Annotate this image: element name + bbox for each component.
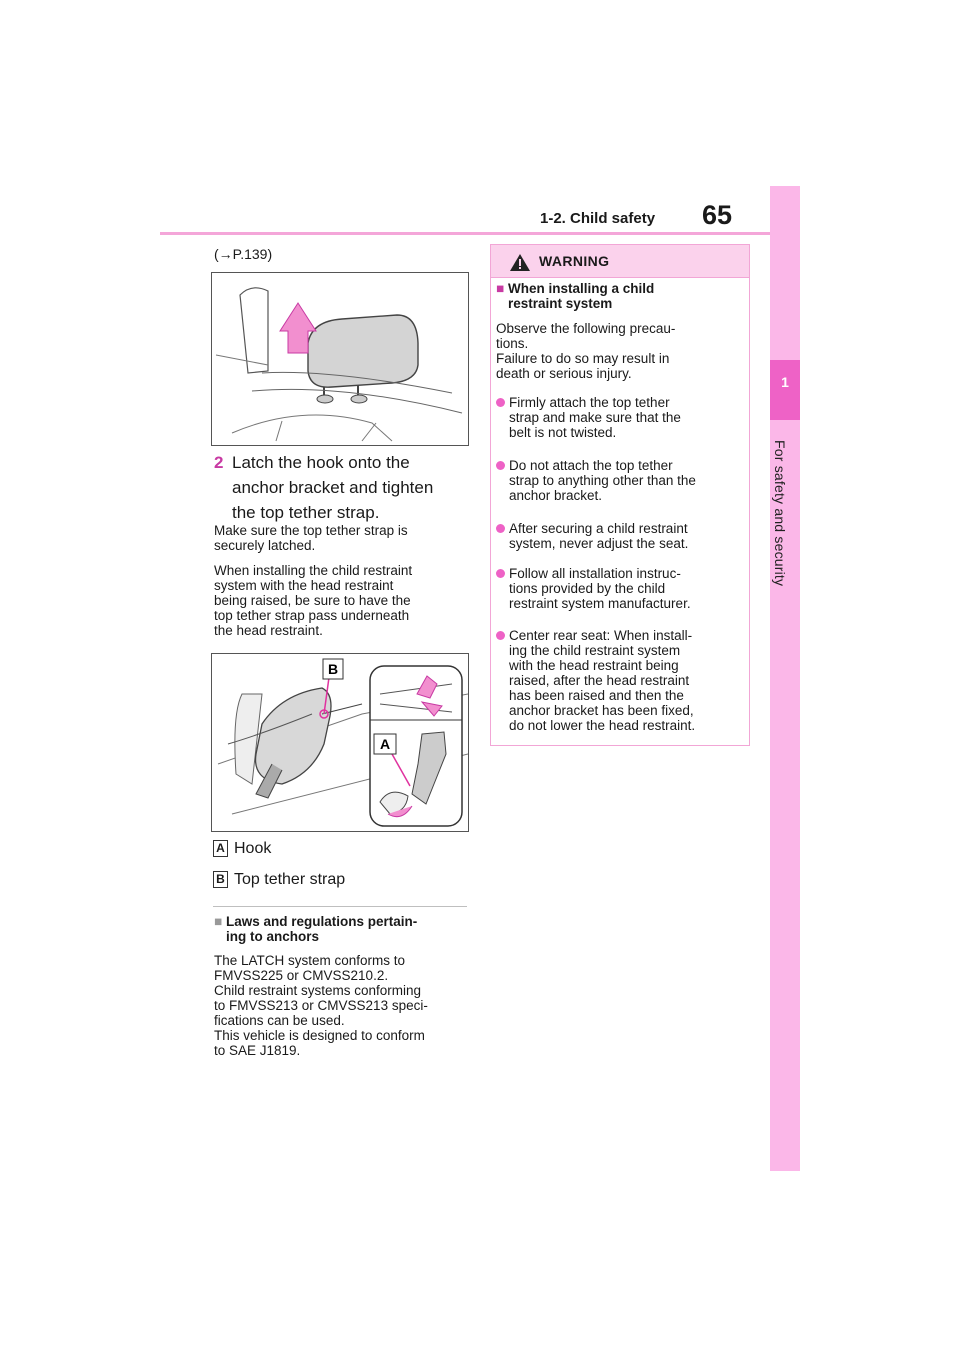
text-line: The LATCH system conforms to (214, 953, 406, 968)
chapter-side-tab (770, 186, 800, 1171)
text-line: When installing the child restraint (214, 563, 413, 578)
bullet-line: anchor bracket. (509, 488, 603, 503)
bullet-line: After securing a child restraint (509, 521, 688, 536)
text-line: Child restraint systems conforming (214, 983, 422, 998)
warning-title: WARNING (539, 253, 610, 269)
bullet-line: strap to anything other than the (509, 473, 696, 488)
warning-bullet (496, 458, 746, 503)
bullet-line: restraint system manufacturer. (509, 596, 691, 611)
bullet-dot-icon (496, 631, 505, 640)
bullet-line: Center rear seat: When install- (509, 628, 693, 643)
bullet-line: Do not attach the top tether (509, 458, 673, 473)
step-2 (214, 450, 474, 525)
header-rule (160, 232, 770, 235)
warning-header (491, 245, 749, 278)
figure-label-b: B (327, 661, 339, 677)
square-bullet-icon: ■ (496, 281, 505, 296)
bullet-line: raised, after the head restraint (509, 673, 690, 688)
text-line: to SAE J1819. (214, 1043, 301, 1058)
subheading-line: When installing a child (508, 281, 655, 296)
legend-key: A (213, 840, 228, 857)
legend-item-hook (213, 838, 271, 860)
text-line: the head restraint. (214, 623, 323, 638)
legend-text: Hook (234, 840, 272, 857)
bullet-dot-icon (496, 398, 505, 407)
chapter-number: 1 (781, 374, 789, 390)
subheading-line: Laws and regulations pertain- (226, 914, 418, 929)
page-reference: (→P.139) (214, 246, 273, 262)
warning-bullet (496, 566, 746, 611)
subheading-line: restraint system (508, 296, 613, 311)
bullet-line: belt is not twisted. (509, 425, 617, 440)
warning-triangle-icon (509, 253, 531, 272)
step-number: 2 (214, 453, 224, 472)
square-bullet-icon: ■ (214, 914, 223, 929)
bullet-line: Firmly attach the top tether (509, 395, 670, 410)
text-line: death or serious injury. (496, 366, 632, 381)
bullet-line: has been raised and then the (509, 688, 684, 703)
text-line: system with the head restraint (214, 578, 394, 593)
step-text-line2: anchor bracket and tighten (232, 478, 434, 497)
text-line: FMVSS225 or CMVSS210.2. (214, 968, 389, 983)
head-restraint-drawing (212, 273, 468, 445)
latch-regulation-text (214, 953, 476, 1058)
bullet-line: strap and make sure that the (509, 410, 681, 425)
text-line: Observe the following precau- (496, 321, 676, 336)
text-line: being raised, be sure to have the (214, 593, 411, 608)
bullet-line: tions provided by the child (509, 581, 666, 596)
bullet-line: anchor bracket has been fixed, (509, 703, 694, 718)
warning-bullet (496, 628, 746, 733)
laws-subheading (214, 914, 474, 944)
step-text-line1: Latch the hook onto the (232, 453, 410, 472)
chapter-number-marker (770, 360, 800, 420)
bullet-line: ing the child restraint system (509, 643, 681, 658)
chapter-title: For safety and security (772, 440, 788, 587)
legend-key: B (213, 871, 228, 888)
step-text-line3: the top tether strap. (232, 503, 380, 522)
text-line: securely latched. (214, 538, 316, 553)
tether-hook-illustration (211, 653, 469, 832)
legend-text: Top tether strap (234, 871, 346, 888)
text-line: tions. (496, 336, 529, 351)
bullet-dot-icon (496, 569, 505, 578)
subheading-line: ing to anchors (226, 929, 320, 944)
text-line: This vehicle is designed to conform (214, 1028, 425, 1043)
warning-bullet (496, 521, 746, 551)
text-line: top tether strap pass underneath (214, 608, 410, 623)
section-title: 1-2. Child safety (540, 210, 656, 227)
bullet-line: system, never adjust the seat. (509, 536, 689, 551)
text-line: to FMVSS213 or CMVSS213 speci- (214, 998, 428, 1013)
bullet-line: Follow all installation instruc- (509, 566, 681, 581)
warning-intro (496, 321, 744, 381)
bullet-dot-icon (496, 461, 505, 470)
text-line: Failure to do so may result in (496, 351, 670, 366)
section-divider (213, 906, 467, 907)
bullet-dot-icon (496, 524, 505, 533)
page-number: 65 (702, 200, 733, 230)
bullet-line: do not lower the head restraint. (509, 718, 696, 733)
text-line: Make sure the top tether strap is (214, 523, 408, 538)
bullet-line: with the head restraint being (509, 658, 679, 673)
tether-hook-drawing (212, 654, 468, 831)
head-restraint-note (214, 563, 474, 638)
head-restraint-illustration (211, 272, 469, 446)
warning-subheading (496, 281, 744, 311)
legend-item-tether-strap (213, 869, 345, 891)
latch-note (214, 523, 474, 553)
text-line: fications can be used. (214, 1013, 345, 1028)
warning-bullet (496, 395, 746, 440)
figure-label-a: A (379, 736, 391, 752)
